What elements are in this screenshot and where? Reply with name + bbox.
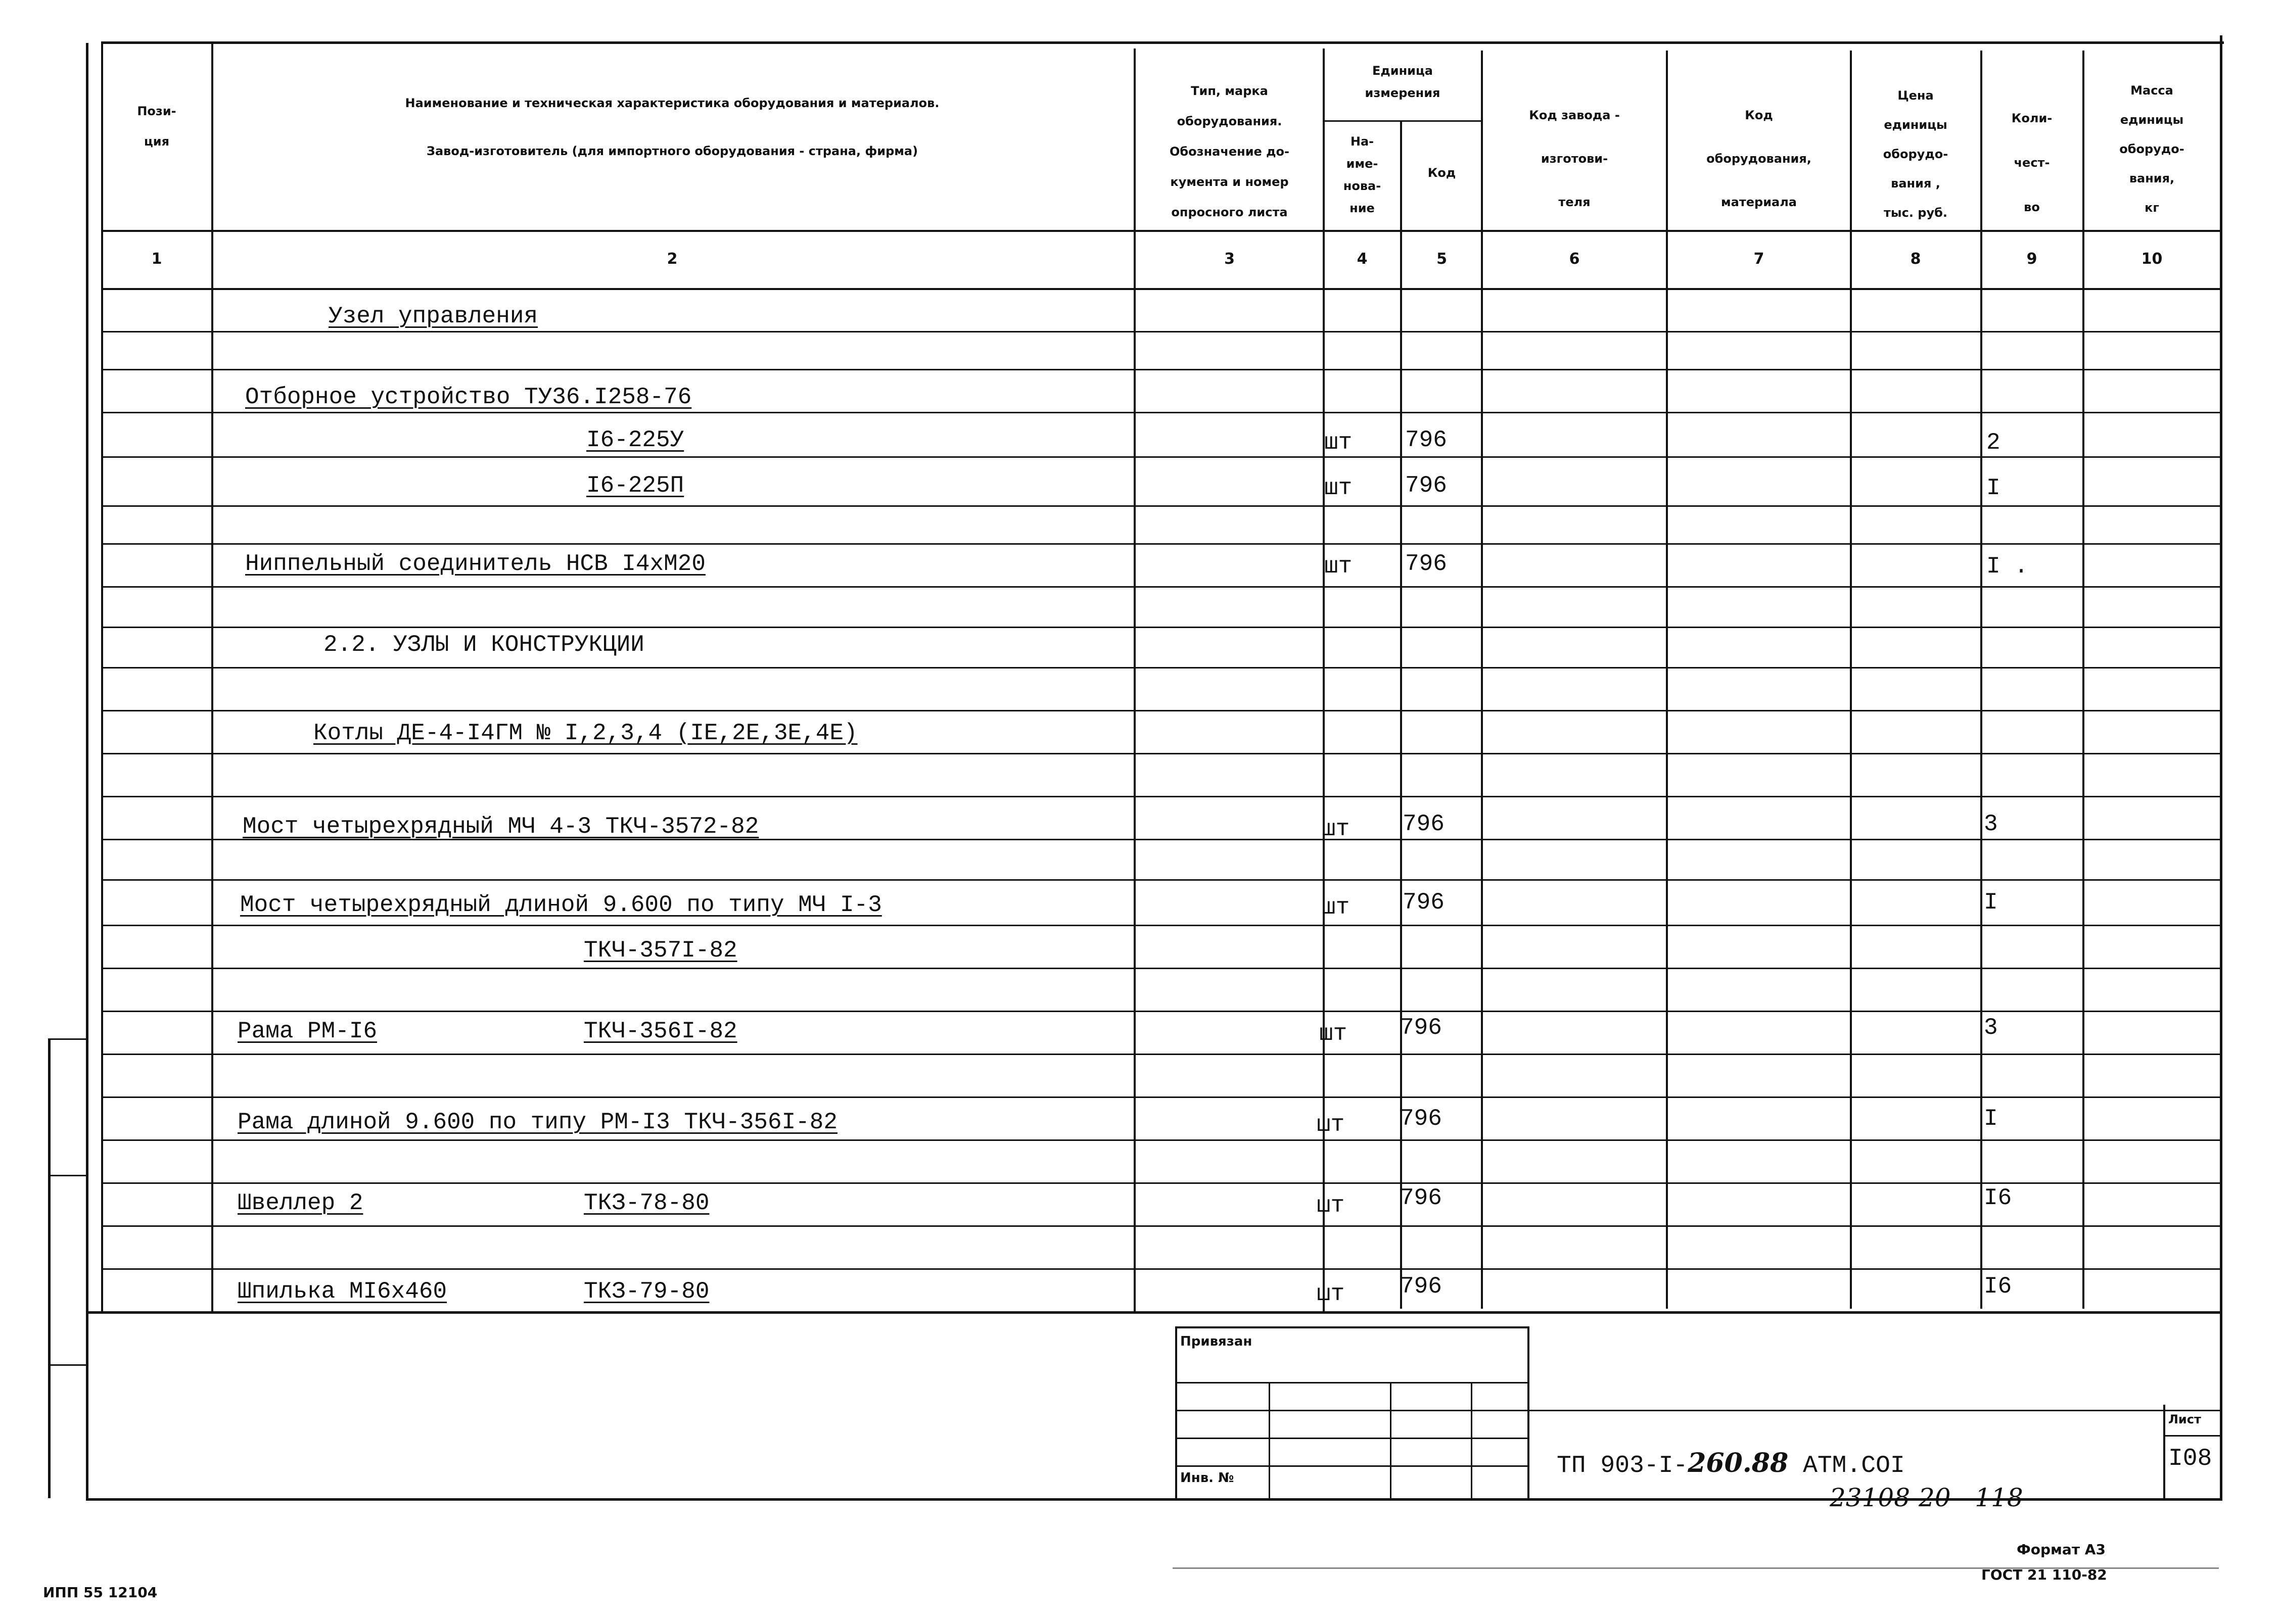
header-mass: Масса единицы оборудо- вания, кг — [2119, 83, 2184, 215]
frame-right — [2220, 35, 2222, 1501]
row-line — [101, 1011, 2221, 1012]
stamp-privyazan: Привязан — [1180, 1334, 1252, 1349]
stamp-vline — [1390, 1382, 1391, 1498]
row-code: 796 — [1400, 1273, 1442, 1300]
col-number: 7 — [1753, 250, 1764, 268]
row-qty: 3 — [1984, 1015, 1998, 1041]
row-name-designation: ТКЗ-78-80 — [584, 1190, 710, 1216]
col-number: 3 — [1224, 250, 1235, 268]
document-code-prefix: ТП 903-I- — [1557, 1452, 1688, 1479]
gost-label: ГОСТ 21 110-82 — [1981, 1566, 2107, 1583]
frame-left — [86, 43, 88, 1498]
row-qty: 3 — [1984, 811, 1998, 837]
row-line — [101, 1268, 2221, 1270]
sheet-label: Лист — [2168, 1412, 2201, 1426]
document-code — [1557, 1448, 1905, 1479]
row-unit: шт — [1317, 1112, 1345, 1138]
row-name: Отборное устройство ТУ36.I258-76 — [245, 384, 692, 410]
frame-top — [101, 41, 2224, 44]
stamp-box-top — [1175, 1326, 1529, 1328]
binding-strip — [48, 1038, 51, 1498]
row-unit: шт — [1317, 1281, 1345, 1307]
stamp-box-left — [1175, 1326, 1177, 1501]
binding-strip-mark — [48, 1175, 88, 1176]
row-line — [101, 1225, 2221, 1227]
row-qty: I — [1984, 889, 1998, 916]
row-line — [101, 505, 2221, 507]
row-name: Мост четырехрядный длиной 9.600 по типу МЧ I-3 — [240, 892, 882, 918]
header-quantity: Коли- чест- во — [2011, 111, 2053, 214]
row-line — [101, 1096, 2221, 1098]
col-line-1 — [211, 41, 213, 1312]
header-price: Цена единицы оборудо- вания , тыс. руб. — [1883, 88, 1948, 220]
row-name: I6-225П — [586, 472, 684, 499]
title-block-top — [1527, 1410, 2221, 1411]
row-section-title: 2.2. УЗЛЫ И КОНСТРУКЦИИ — [323, 632, 644, 658]
header-equipment-code: Код оборудования, материала — [1706, 108, 1811, 209]
sheet-box-mid — [2163, 1435, 2221, 1437]
binding-strip-mark — [48, 1364, 88, 1366]
row-qty: 2 — [1986, 429, 2000, 456]
col-line-8 — [1980, 51, 1982, 1309]
col-line-2 — [1134, 49, 1136, 1312]
row-code: 796 — [1405, 551, 1447, 577]
col-line-5 — [1481, 51, 1483, 1309]
stamp-line — [1175, 1382, 1529, 1383]
col-line-7 — [1850, 51, 1852, 1309]
row-unit: шт — [1319, 1021, 1347, 1047]
row-code: 796 — [1403, 889, 1445, 916]
row-name: ТКЧ-357I-82 — [584, 937, 737, 964]
col-number: 6 — [1569, 250, 1580, 268]
stamp-vline — [1471, 1382, 1472, 1498]
header-bottom — [101, 230, 2221, 232]
document-code-suffix: АТМ.СОI — [1788, 1452, 1905, 1479]
row-qty: I — [1986, 475, 2000, 501]
sheet-number: I08 — [2168, 1445, 2212, 1472]
stamp-line — [1175, 1410, 1529, 1411]
format-label: Формат А3 — [2017, 1541, 2106, 1558]
header-name-line1: Наименование и техническая характеристика оборудования и материалов. — [405, 96, 940, 110]
row-line — [101, 627, 2221, 628]
row-line — [101, 369, 2221, 370]
header-unit-code: Код — [1427, 166, 1456, 180]
header-unit: Единица измерения — [1365, 64, 1440, 100]
row-name: Узел управления — [329, 303, 538, 329]
header-name-line2: Завод-изготовитель (для импортного оборудования - страна, фирма) — [426, 144, 918, 158]
row-name: Рама РМ-I6 — [238, 1018, 378, 1044]
row-line — [101, 796, 2221, 797]
col-line-6 — [1666, 51, 1668, 1309]
stamp-box-right — [1527, 1326, 1529, 1501]
row-line — [101, 1054, 2221, 1055]
row-code: 796 — [1400, 1015, 1442, 1041]
row-line — [101, 968, 2221, 969]
colnum-bottom — [101, 288, 2221, 290]
col-number: 5 — [1436, 250, 1447, 268]
row-line — [101, 879, 2221, 881]
row-line — [101, 586, 2221, 588]
row-code: 796 — [1405, 427, 1447, 453]
header-type: Тип, марка оборудования. Обозначение до- кумента и номер опросного листа — [1170, 84, 1289, 219]
row-code: 796 — [1403, 811, 1445, 837]
header-left — [101, 41, 103, 1312]
row-unit: шт — [1324, 429, 1353, 456]
binding-strip-mark — [48, 1038, 88, 1040]
col-number: 8 — [1910, 250, 1921, 268]
row-line — [101, 753, 2221, 754]
stamp-line — [1175, 1465, 1529, 1467]
col-number: 1 — [151, 250, 162, 268]
col-number: 9 — [2026, 250, 2037, 268]
row-name: Котлы ДЕ-4-I4ГМ № I,2,3,4 (IЕ,2Е,3Е,4Е) — [313, 720, 858, 746]
row-code: 796 — [1400, 1185, 1442, 1211]
row-name: Мост четырехрядный МЧ 4-3 ТКЧ-3572-82 — [243, 814, 759, 840]
col-line-9 — [2082, 51, 2084, 1309]
row-line — [101, 1139, 2221, 1141]
row-unit: шт — [1324, 553, 1353, 580]
row-qty: I6 — [1984, 1273, 2012, 1300]
row-unit: шт — [1317, 1192, 1345, 1219]
document-code-handwritten: 260.88 — [1688, 1448, 1789, 1478]
header-position: Пози- ция — [137, 104, 176, 149]
row-unit: шт — [1322, 816, 1350, 842]
row-code: 796 — [1405, 472, 1447, 499]
row-line — [101, 667, 2221, 668]
row-qty: I . — [1986, 553, 2028, 580]
header-unit-name: На- име- нова- ние — [1343, 134, 1381, 215]
row-unit: шт — [1322, 894, 1350, 921]
handwritten-number: 23108-20 118 — [1830, 1483, 2023, 1512]
archive-code: ИПП 55 12104 — [43, 1584, 158, 1601]
row-code: 796 — [1400, 1106, 1442, 1132]
row-line — [101, 412, 2221, 413]
row-name: Рама длиной 9.600 по типу РМ-I3 ТКЧ-356I-82 — [238, 1109, 837, 1135]
row-line — [101, 925, 2221, 926]
row-line — [101, 331, 2221, 332]
row-qty: I — [1984, 1106, 1998, 1132]
row-name: I6-225У — [586, 427, 684, 453]
row-line — [101, 1182, 2221, 1184]
col-number: 10 — [2141, 250, 2163, 268]
row-qty: I6 — [1984, 1185, 2012, 1211]
row-name: Ниппельный соединитель НСВ I4хМ20 — [245, 551, 706, 577]
header-factory-code: Код завода - изготови- теля — [1529, 108, 1620, 209]
row-unit: шт — [1324, 475, 1353, 501]
row-name: Швеллер 2 — [238, 1190, 363, 1216]
stamp-line — [1175, 1438, 1529, 1439]
stamp-inv-number: Инв. № — [1180, 1470, 1234, 1486]
row-name: Шпилька МI6х460 — [238, 1278, 447, 1305]
row-line — [101, 456, 2221, 458]
table-bottom — [88, 1311, 2221, 1314]
row-name-designation: ТКЗ-79-80 — [584, 1278, 710, 1305]
unit-split — [1323, 120, 1481, 122]
col-number: 4 — [1357, 250, 1368, 268]
row-name-designation: ТКЧ-356I-82 — [584, 1018, 737, 1044]
stamp-vline — [1269, 1382, 1270, 1498]
sheet-box-left — [2163, 1405, 2165, 1501]
col-number: 2 — [667, 250, 678, 268]
row-line — [101, 710, 2221, 711]
row-line — [101, 543, 2221, 545]
